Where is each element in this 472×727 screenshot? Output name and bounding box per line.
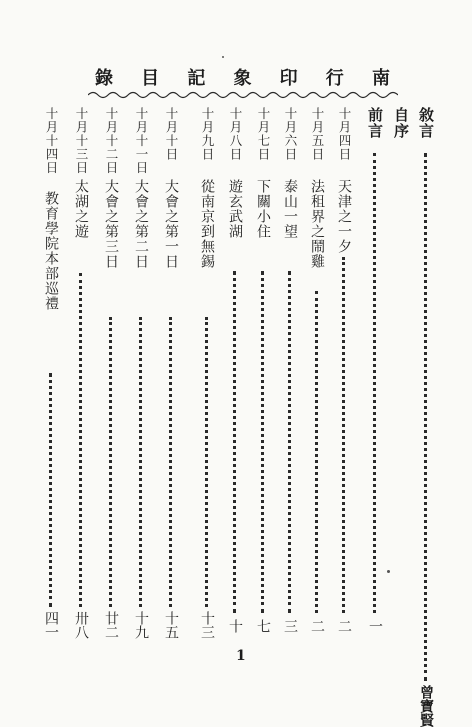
entry-date: 十月四日 — [337, 107, 352, 161]
entry-date: 十月十四日 — [44, 107, 59, 175]
toc-entry[interactable] — [279, 107, 301, 647]
toc-entry-self-preface[interactable] — [390, 107, 412, 647]
entry-date: 十月六日 — [283, 107, 298, 161]
entry-title: 遊玄武湖 — [227, 179, 243, 239]
entry-date: 十月五日 — [310, 107, 325, 161]
entry-page: 三 — [282, 619, 298, 633]
toc-entry[interactable] — [100, 107, 122, 647]
toc-entry[interactable] — [224, 107, 246, 647]
toc-entry[interactable] — [252, 107, 274, 647]
leader-dots — [49, 373, 52, 607]
toc-entry-foreword[interactable] — [364, 107, 386, 647]
entry-title: 敘言 — [417, 107, 435, 139]
header-char: 記 — [187, 68, 206, 89]
header-char: 錄 — [95, 68, 113, 89]
leader-dots — [109, 317, 112, 607]
toc-entry[interactable] — [196, 107, 218, 647]
leader-dots — [139, 317, 142, 607]
entry-author: 曾寶賢 — [418, 685, 434, 727]
leader-dots — [79, 273, 82, 607]
toc-entry[interactable] — [130, 107, 152, 647]
entry-page: 七 — [255, 619, 271, 633]
entry-title: 法租界之鬧雞 — [309, 179, 325, 269]
toc-entry-preface[interactable] — [415, 107, 437, 727]
leader-dots — [315, 291, 318, 613]
entry-title: 泰山一望 — [282, 179, 298, 239]
leader-dots — [424, 153, 427, 681]
entry-title: 大會之第一日 — [163, 179, 179, 269]
entry-title: 前言 — [366, 107, 384, 139]
entry-date: 十月十二日 — [104, 107, 119, 175]
leader-dots — [342, 257, 345, 613]
entry-title: 大會之第三日 — [103, 179, 119, 269]
entry-title: 從南京到無錫 — [199, 179, 215, 269]
toc-entry[interactable] — [40, 107, 62, 647]
entry-title: 太湖之遊 — [73, 179, 89, 239]
entry-page: 十 — [227, 619, 243, 633]
entry-date: 十月九日 — [200, 107, 215, 161]
print-speck — [387, 570, 390, 573]
toc-header — [95, 64, 390, 89]
header-wavy-rule — [88, 90, 398, 100]
leader-dots — [288, 271, 291, 613]
entry-page: 十五 — [163, 611, 179, 639]
header-char: 目 — [141, 68, 160, 89]
toc-entry[interactable] — [306, 107, 328, 647]
entry-title: 大會之第二日 — [133, 179, 149, 269]
header-char: 行 — [325, 68, 344, 89]
entry-page: 卅八 — [73, 611, 89, 639]
entry-date: 十月八日 — [228, 107, 243, 161]
leader-dots — [169, 317, 172, 607]
entry-date: 十月七日 — [256, 107, 271, 161]
entry-date: 十月十一日 — [134, 107, 149, 175]
header-char: 象 — [233, 68, 252, 89]
leader-dots — [233, 271, 236, 613]
entry-page: 十九 — [133, 611, 149, 639]
toc-entry[interactable] — [160, 107, 182, 647]
entry-page: 二 — [336, 619, 352, 633]
entry-page: 十三 — [199, 611, 215, 639]
entry-title: 下關小住 — [255, 179, 271, 239]
leader-dots — [373, 153, 376, 613]
toc-entry[interactable] — [70, 107, 92, 647]
header-char: 南 — [371, 68, 390, 89]
print-speck — [222, 56, 224, 58]
entry-page: 一 — [367, 619, 383, 633]
entry-title: 自序 — [392, 107, 410, 139]
entry-title: 天津之一夕 — [336, 179, 352, 254]
toc-entry[interactable] — [333, 107, 355, 647]
entry-page: 四一 — [43, 611, 59, 639]
entry-page: 廿二 — [103, 611, 119, 639]
entry-date: 十月十日 — [164, 107, 179, 161]
leader-dots — [261, 271, 264, 613]
entry-page: 二 — [309, 619, 325, 633]
leader-dots — [205, 317, 208, 607]
header-char: 印 — [279, 68, 298, 89]
entry-title: 教育學院本部巡禮 — [43, 191, 59, 311]
entry-date: 十月十三日 — [74, 107, 89, 175]
page-folio: 1 — [236, 648, 246, 664]
